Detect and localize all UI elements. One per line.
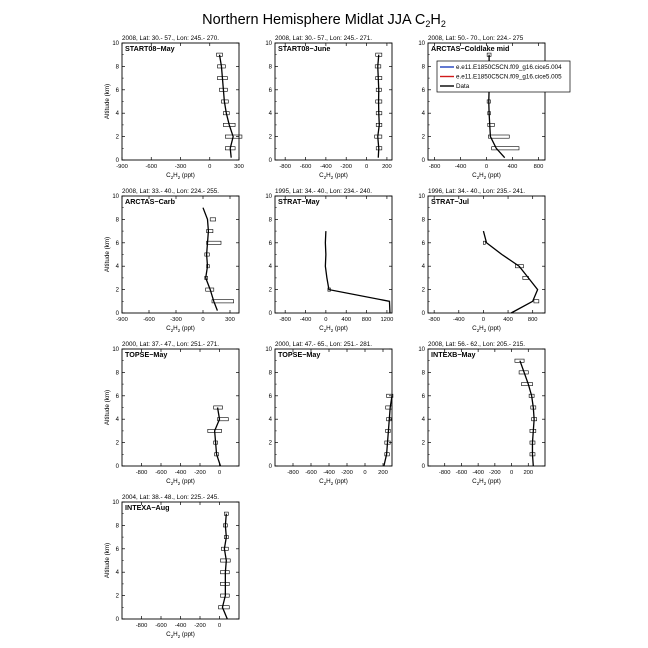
x-tick-label: 300 [234, 164, 244, 170]
y-tick-label: 4 [115, 264, 119, 271]
plot-frame [428, 196, 545, 313]
error-box [488, 123, 495, 126]
y-tick-label: 4 [421, 417, 425, 424]
y-tick-label: 6 [421, 87, 425, 94]
y-tick-label: 8 [115, 523, 119, 530]
x-tick-label: -400 [323, 470, 335, 476]
chart-panel-1 [104, 35, 244, 180]
x-tick-label: 200 [382, 164, 392, 170]
x-tick-label: 400 [507, 164, 518, 170]
panel-label: STRAT−May [278, 197, 320, 206]
chart-panel-3 [418, 35, 545, 180]
y-tick-label: 0 [115, 617, 119, 623]
y-tick-label: 8 [421, 370, 425, 377]
x-tick-label: -300 [170, 317, 182, 323]
y-tick-label: 4 [421, 111, 425, 118]
y-tick-label: 10 [112, 194, 119, 200]
y-tick-label: 8 [115, 217, 119, 224]
x-tick-label: -200 [340, 164, 353, 170]
y-tick-label: 6 [268, 240, 272, 247]
panel-label: TOPSE−May [125, 350, 168, 359]
y-tick-label: 2 [421, 440, 425, 447]
y-tick-label: 6 [421, 393, 425, 400]
y-tick-label: 4 [268, 417, 272, 424]
panel-header: 2008, Lat: 50.- 70., Lon: 224.- 275 [428, 35, 524, 42]
x-tick-label: -600 [143, 317, 155, 323]
x-axis-label: $C_2H_2$ (ppt) [319, 478, 348, 486]
error-box [534, 300, 539, 303]
y-tick-label: 6 [115, 240, 119, 247]
x-axis-label: $C_2H_2$ (ppt) [166, 172, 195, 180]
error-box [210, 218, 215, 221]
x-axis-label: $C_2H_2$ (ppt) [472, 172, 501, 180]
error-box [207, 241, 221, 244]
chart-panel-7 [104, 341, 239, 486]
x-tick-label: -200 [194, 623, 206, 629]
panel-label: START08−May [125, 44, 175, 53]
data-profile-line [220, 55, 234, 158]
data-profile-line [483, 231, 537, 313]
x-axis-label: $C_2H_2$ (ppt) [472, 478, 501, 486]
x-axis-label: $C_2H_2$ (ppt) [319, 325, 348, 333]
y-tick-label: 10 [112, 500, 119, 506]
x-tick-label: 0 [363, 470, 367, 476]
y-tick-label: 4 [268, 111, 272, 118]
panel-header: 2008, Lat: 30.- 57., Lon: 245.- 271. [275, 35, 372, 42]
chart-panel-9 [418, 341, 545, 486]
y-tick-label: 6 [115, 87, 119, 94]
data-profile-line [222, 514, 227, 619]
x-tick-label: -200 [194, 470, 206, 476]
x-axis-label: $C_2H_2$ (ppt) [166, 325, 195, 333]
plot-frame [122, 502, 239, 619]
x-tick-label: -400 [299, 317, 312, 323]
data-profile-line [378, 55, 380, 158]
y-tick-label: 2 [115, 287, 119, 294]
x-tick-label: -800 [428, 317, 440, 323]
panel-label: STRAT−Jul [431, 197, 470, 206]
x-tick-label: 0 [217, 623, 222, 629]
x-tick-label: -300 [174, 164, 187, 170]
data-profile-line [520, 361, 534, 466]
x-tick-label: -400 [452, 317, 465, 323]
panel-header: 2008, Lat: 33.- 40., Lon: 224.- 255. [122, 188, 219, 195]
y-tick-label: 10 [265, 41, 272, 47]
y-tick-label: 8 [421, 217, 425, 224]
legend-label-3: Data [456, 83, 470, 91]
y-tick-label: 0 [115, 158, 119, 164]
x-axis-label: $C_2H_2$ (ppt) [472, 325, 501, 333]
legend [437, 61, 570, 92]
x-axis-label: $C_2H_2$ (ppt) [319, 172, 348, 180]
error-box [219, 606, 230, 609]
panel-header: 2004, Lat: 38.- 48., Lon: 225.- 245. [122, 494, 219, 501]
plot-frame [275, 43, 392, 160]
y-tick-label: 2 [421, 134, 425, 141]
y-tick-label: 2 [115, 134, 119, 141]
x-tick-label: 0 [208, 164, 212, 170]
y-tick-label: 6 [421, 240, 425, 247]
y-tick-label: 8 [268, 217, 272, 224]
x-tick-label: -200 [341, 470, 353, 476]
panel-header: 2008, Lat: 30.- 57., Lon: 245.- 270. [122, 35, 219, 42]
y-tick-label: 0 [268, 311, 272, 317]
x-tick-label: -600 [455, 470, 468, 476]
x-tick-label: 0 [481, 317, 486, 323]
legend-label-2: e.e11.E1850C5CN.f09_g16.cice5.005 [456, 73, 562, 81]
y-axis-label: Altitude (km) [104, 389, 111, 426]
y-tick-label: 6 [268, 393, 272, 400]
x-tick-label: -600 [155, 623, 167, 629]
x-tick-label: -400 [320, 164, 332, 170]
error-box [212, 300, 234, 303]
chart-panel-8 [265, 341, 393, 486]
chart-panel-5 [265, 188, 393, 333]
x-tick-label: -600 [299, 164, 312, 170]
chart-panel-6 [418, 188, 545, 333]
y-axis-label: Altitude (km) [104, 236, 111, 273]
y-tick-label: 0 [115, 311, 119, 317]
y-tick-label: 8 [115, 64, 119, 71]
y-tick-label: 2 [115, 593, 119, 600]
x-tick-label: 300 [225, 317, 235, 323]
plot-frame [122, 196, 239, 313]
panels-group [104, 35, 545, 639]
y-tick-label: 4 [268, 264, 272, 271]
x-tick-label: -400 [472, 470, 484, 476]
y-tick-label: 2 [268, 440, 272, 447]
figure-title-mid: H [430, 12, 441, 28]
y-tick-label: 4 [421, 264, 425, 271]
error-box [386, 406, 392, 409]
figure-title-main: Northern Hemisphere Midlat JJA C [202, 12, 426, 28]
panel-header: 2000, Lat: 37.- 47., Lon: 251.- 271. [122, 341, 219, 348]
y-tick-label: 2 [115, 440, 119, 447]
y-axis-label: Altitude (km) [104, 542, 111, 579]
y-tick-label: 4 [115, 417, 119, 424]
y-tick-label: 6 [268, 87, 272, 94]
y-tick-label: 8 [268, 64, 272, 71]
x-tick-label: -400 [174, 470, 187, 476]
data-profile-line [384, 396, 392, 466]
y-tick-label: 4 [115, 111, 119, 118]
y-tick-label: 6 [115, 393, 119, 400]
figure-title-sub1: 2 [425, 19, 431, 29]
x-tick-label: 0 [484, 164, 489, 170]
y-tick-label: 2 [268, 134, 272, 141]
panel-label: TOPSE−May [278, 350, 321, 359]
y-axis-label: Altitude (km) [104, 83, 111, 120]
panel-label: INTEXA−Aug [125, 503, 170, 512]
chart-panel-10 [104, 494, 239, 639]
y-tick-label: 0 [115, 464, 119, 470]
x-tick-label: 800 [361, 317, 372, 323]
x-tick-label: -600 [305, 470, 317, 476]
y-tick-label: 10 [418, 41, 425, 47]
x-tick-label: 0 [324, 317, 328, 323]
x-tick-label: 400 [503, 317, 513, 323]
x-tick-label: 1200 [380, 317, 394, 323]
y-tick-label: 10 [112, 41, 119, 47]
plot-frame [275, 196, 392, 313]
y-tick-label: 8 [421, 64, 425, 71]
y-tick-label: 2 [421, 287, 425, 294]
y-tick-label: 0 [421, 464, 425, 470]
x-tick-label: -200 [489, 470, 501, 476]
chart-panel-4 [104, 188, 239, 333]
y-tick-label: 10 [265, 347, 272, 353]
y-tick-label: 0 [268, 158, 272, 164]
figure-title-sub2: 2 [440, 19, 446, 29]
panel-header: 1996, Lat: 34.- 40., Lon: 235.- 241. [428, 188, 525, 195]
y-tick-label: 10 [418, 347, 425, 353]
x-tick-label: 400 [341, 317, 352, 323]
x-tick-label: 800 [527, 317, 538, 323]
error-box [207, 230, 213, 233]
y-tick-label: 2 [268, 287, 272, 294]
x-tick-label: -800 [287, 470, 299, 476]
y-tick-label: 8 [268, 370, 272, 377]
plot-frame [428, 43, 545, 160]
panel-label: ARCTAS−Coldlake mid [431, 44, 510, 53]
error-box [220, 559, 230, 562]
panel-header: 2008, Lat: 56.- 62., Lon: 205.- 215. [428, 341, 525, 348]
x-tick-label: -400 [454, 164, 467, 170]
y-tick-label: 10 [112, 347, 119, 353]
x-axis-label: $C_2H_2$ (ppt) [166, 478, 195, 486]
x-tick-label: 800 [533, 164, 544, 170]
panel-label: INTEXB−May [431, 350, 476, 359]
x-tick-label: -800 [135, 623, 148, 629]
error-box [483, 241, 485, 244]
panel-label: ARCTAS−Carb [125, 197, 175, 206]
x-tick-label: -400 [174, 623, 187, 629]
panel-header: 1995, Lat: 34.- 40., Lon: 234.- 240. [275, 188, 372, 195]
x-tick-label: 0 [201, 317, 205, 323]
y-tick-label: 8 [115, 370, 119, 377]
figure-title [202, 12, 446, 29]
x-axis-label: $C_2H_2$ (ppt) [166, 631, 195, 639]
data-profile-line [203, 208, 217, 311]
y-tick-label: 0 [268, 464, 272, 470]
x-tick-label: 0 [509, 470, 514, 476]
error-box [515, 359, 524, 362]
x-tick-label: -800 [438, 470, 451, 476]
x-tick-label: -800 [135, 470, 148, 476]
data-profile-line [325, 231, 390, 313]
plot-frame [428, 349, 545, 466]
y-tick-label: 4 [115, 570, 119, 577]
x-tick-label: -600 [155, 470, 167, 476]
x-tick-label: 0 [364, 164, 369, 170]
plot-frame [122, 349, 239, 466]
x-tick-label: -800 [279, 164, 291, 170]
x-tick-label: 0 [217, 470, 222, 476]
y-tick-label: 0 [421, 158, 425, 164]
data-profile-line [215, 408, 221, 467]
y-tick-label: 10 [418, 194, 425, 200]
y-tick-label: 6 [115, 546, 119, 553]
chart-panel-2 [265, 35, 392, 180]
legend-label-1: e.e11.E1850C5CN.f09_g16.cice5.004 [456, 64, 562, 72]
error-box [522, 383, 533, 386]
x-tick-label: -900 [116, 317, 128, 323]
x-tick-label: -800 [279, 317, 291, 323]
x-tick-label: -800 [428, 164, 441, 170]
x-tick-label: 200 [523, 470, 534, 476]
y-tick-label: 0 [421, 311, 425, 317]
x-tick-label: 200 [378, 470, 388, 476]
panel-header: 2000, Lat: 47.- 65., Lon: 251.- 281. [275, 341, 372, 348]
plot-frame [275, 349, 392, 466]
panel-label: START08−June [278, 44, 331, 53]
x-tick-label: -900 [116, 164, 128, 170]
x-tick-label: -600 [145, 164, 158, 170]
y-tick-label: 10 [265, 194, 272, 200]
